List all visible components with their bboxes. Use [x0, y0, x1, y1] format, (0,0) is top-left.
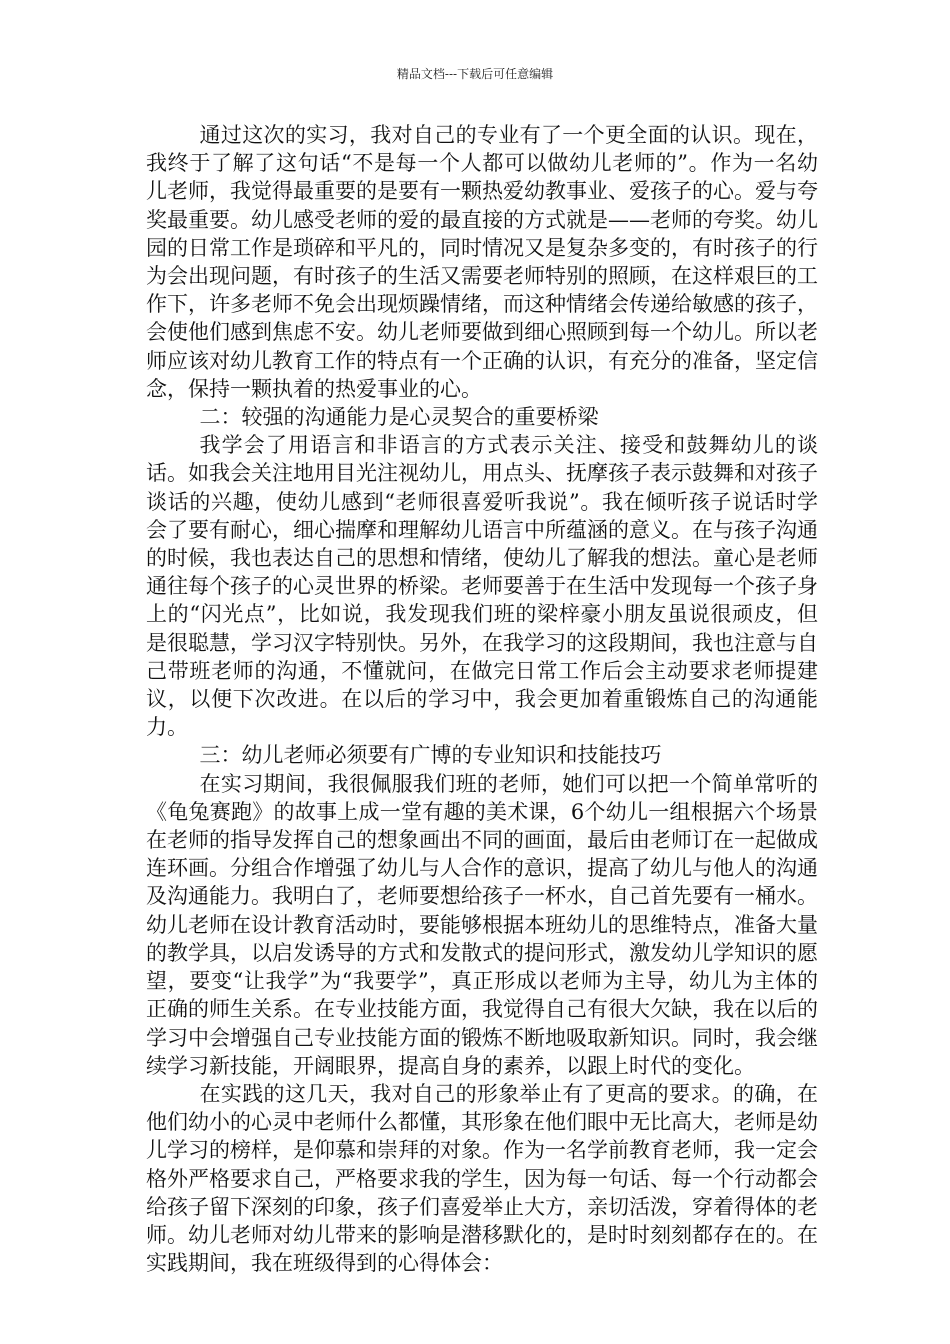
section-heading-knowledge: 三：幼儿老师必须要有广博的专业知识和技能技巧 — [199, 743, 662, 768]
paragraph-communication: 我学会了用语言和非语言的方式表示关注、接受和鼓舞幼儿的谈话。如我会关注地用目光注视幼儿，用点头、抚摩孩子表示鼓舞和对孩子谈话的兴趣，使幼儿感到“老师很喜爱听我说”。我在倾听孩子说话时学会了要有耐心，细心揣摩和理解幼儿语言中所蕴涵的意义。在与孩子沟通的时候，我也表达自己的思想和情绪，使幼儿了解我的想法。童心是老师通往每个孩子的心灵世界的桥梁。老师要善于在生活中发现每一个孩子身上的“闪光点”，比如说，我发现我们班的梁梓豪小朋友虽说很顽皮，但是很聪慧，学习汉字特别快。另外，在我学习的这段期间，我也注意与自己带班老师的沟通，不懂就问，在做完日常工作后会主动要求老师提建议，以便下次改进。在以后的学习中，我会更加着重锻炼自己的沟通能力。 — [146, 433, 818, 740]
paragraph-understanding: 通过这次的实习，我对自己的专业有了一个更全面的认识。现在，我终于了解了这句话“不是每一个人都可以做幼儿老师的”。作为一名幼儿老师，我觉得最重要的是要有一颗热爱幼教事业、爱孩子的心。爱与夸奖最重要。幼儿感受老师的爱的最直接的方式就是——老师的夸奖。幼儿园的日常工作是琐碎和平凡的，同时情况又是复杂多变的，有时孩子的行为会出现问题，有时孩子的生活又需要老师特别的照顾，在这样艰巨的工作下，许多老师不免会出现烦躁情绪，而这种情绪会传递给敏感的孩子，会使他们感到焦虑不安。幼儿老师要做到细心照顾到每一个幼儿。所以老师应该对幼儿教育工作的特点有一个正确的认识，有充分的准备，坚定信念，保持一颗执着的热爱事业的心。 — [146, 123, 818, 401]
document-body — [146, 121, 818, 1277]
paragraph-conduct: 在实践的这几天，我对自己的形象举止有了更高的要求。的确，在他们幼小的心灵中老师什么都懂，其形象在他们眼中无比高大，老师是幼儿学习的榜样，是仰慕和崇拜的对象。作为一名学前教育老师，我一定会格外严格要求自己，严格要求我的学生，因为每一句话、每一个行动都会给孩子留下深刻的印象，孩子们喜爱举止大方，亲切活泼，穿着得体的老师。幼儿老师对幼儿带来的影响是潜移默化的，是时时刻刻都存在的。在实践期间，我在班级得到的心得体会： — [146, 1081, 818, 1276]
paragraph-knowledge: 在实习期间，我很佩服我们班的老师，她们可以把一个简单常听的《龟兔赛跑》的故事上成一堂有趣的美术课，6个幼儿一组根据六个场景在老师的指导发挥自己的想象画出不同的画面，最后由老师订在一起做成连环画。分组合作增强了幼儿与人合作的意识，提高了幼儿与他人的沟通及沟通能力。我明白了，老师要想给孩子一杯水，自己首先要有一桶水。幼儿老师在设计教育活动时，要能够根据本班幼儿的思维特点，准备大量的教学具，以启发诱导的方式和发散式的提问形式，激发幼儿学知识的愿望，要变“让我学”为“我要学”，真正形成以老师为主导，幼儿为主体的正确的师生关系。在专业技能方面，我觉得自己有很大欠缺，我在以后的学习中会增强自己专业技能方面的锻炼不断地吸取新知识。同时，我会继续学习新技能，开阔眼界，提高自身的素养，以跟上时代的变化。 — [146, 771, 818, 1078]
section-heading-communication: 二：较强的沟通能力是心灵契合的重要桥梁 — [199, 405, 599, 430]
page-header: 精品文档---下载后可任意编辑 — [396, 67, 554, 81]
